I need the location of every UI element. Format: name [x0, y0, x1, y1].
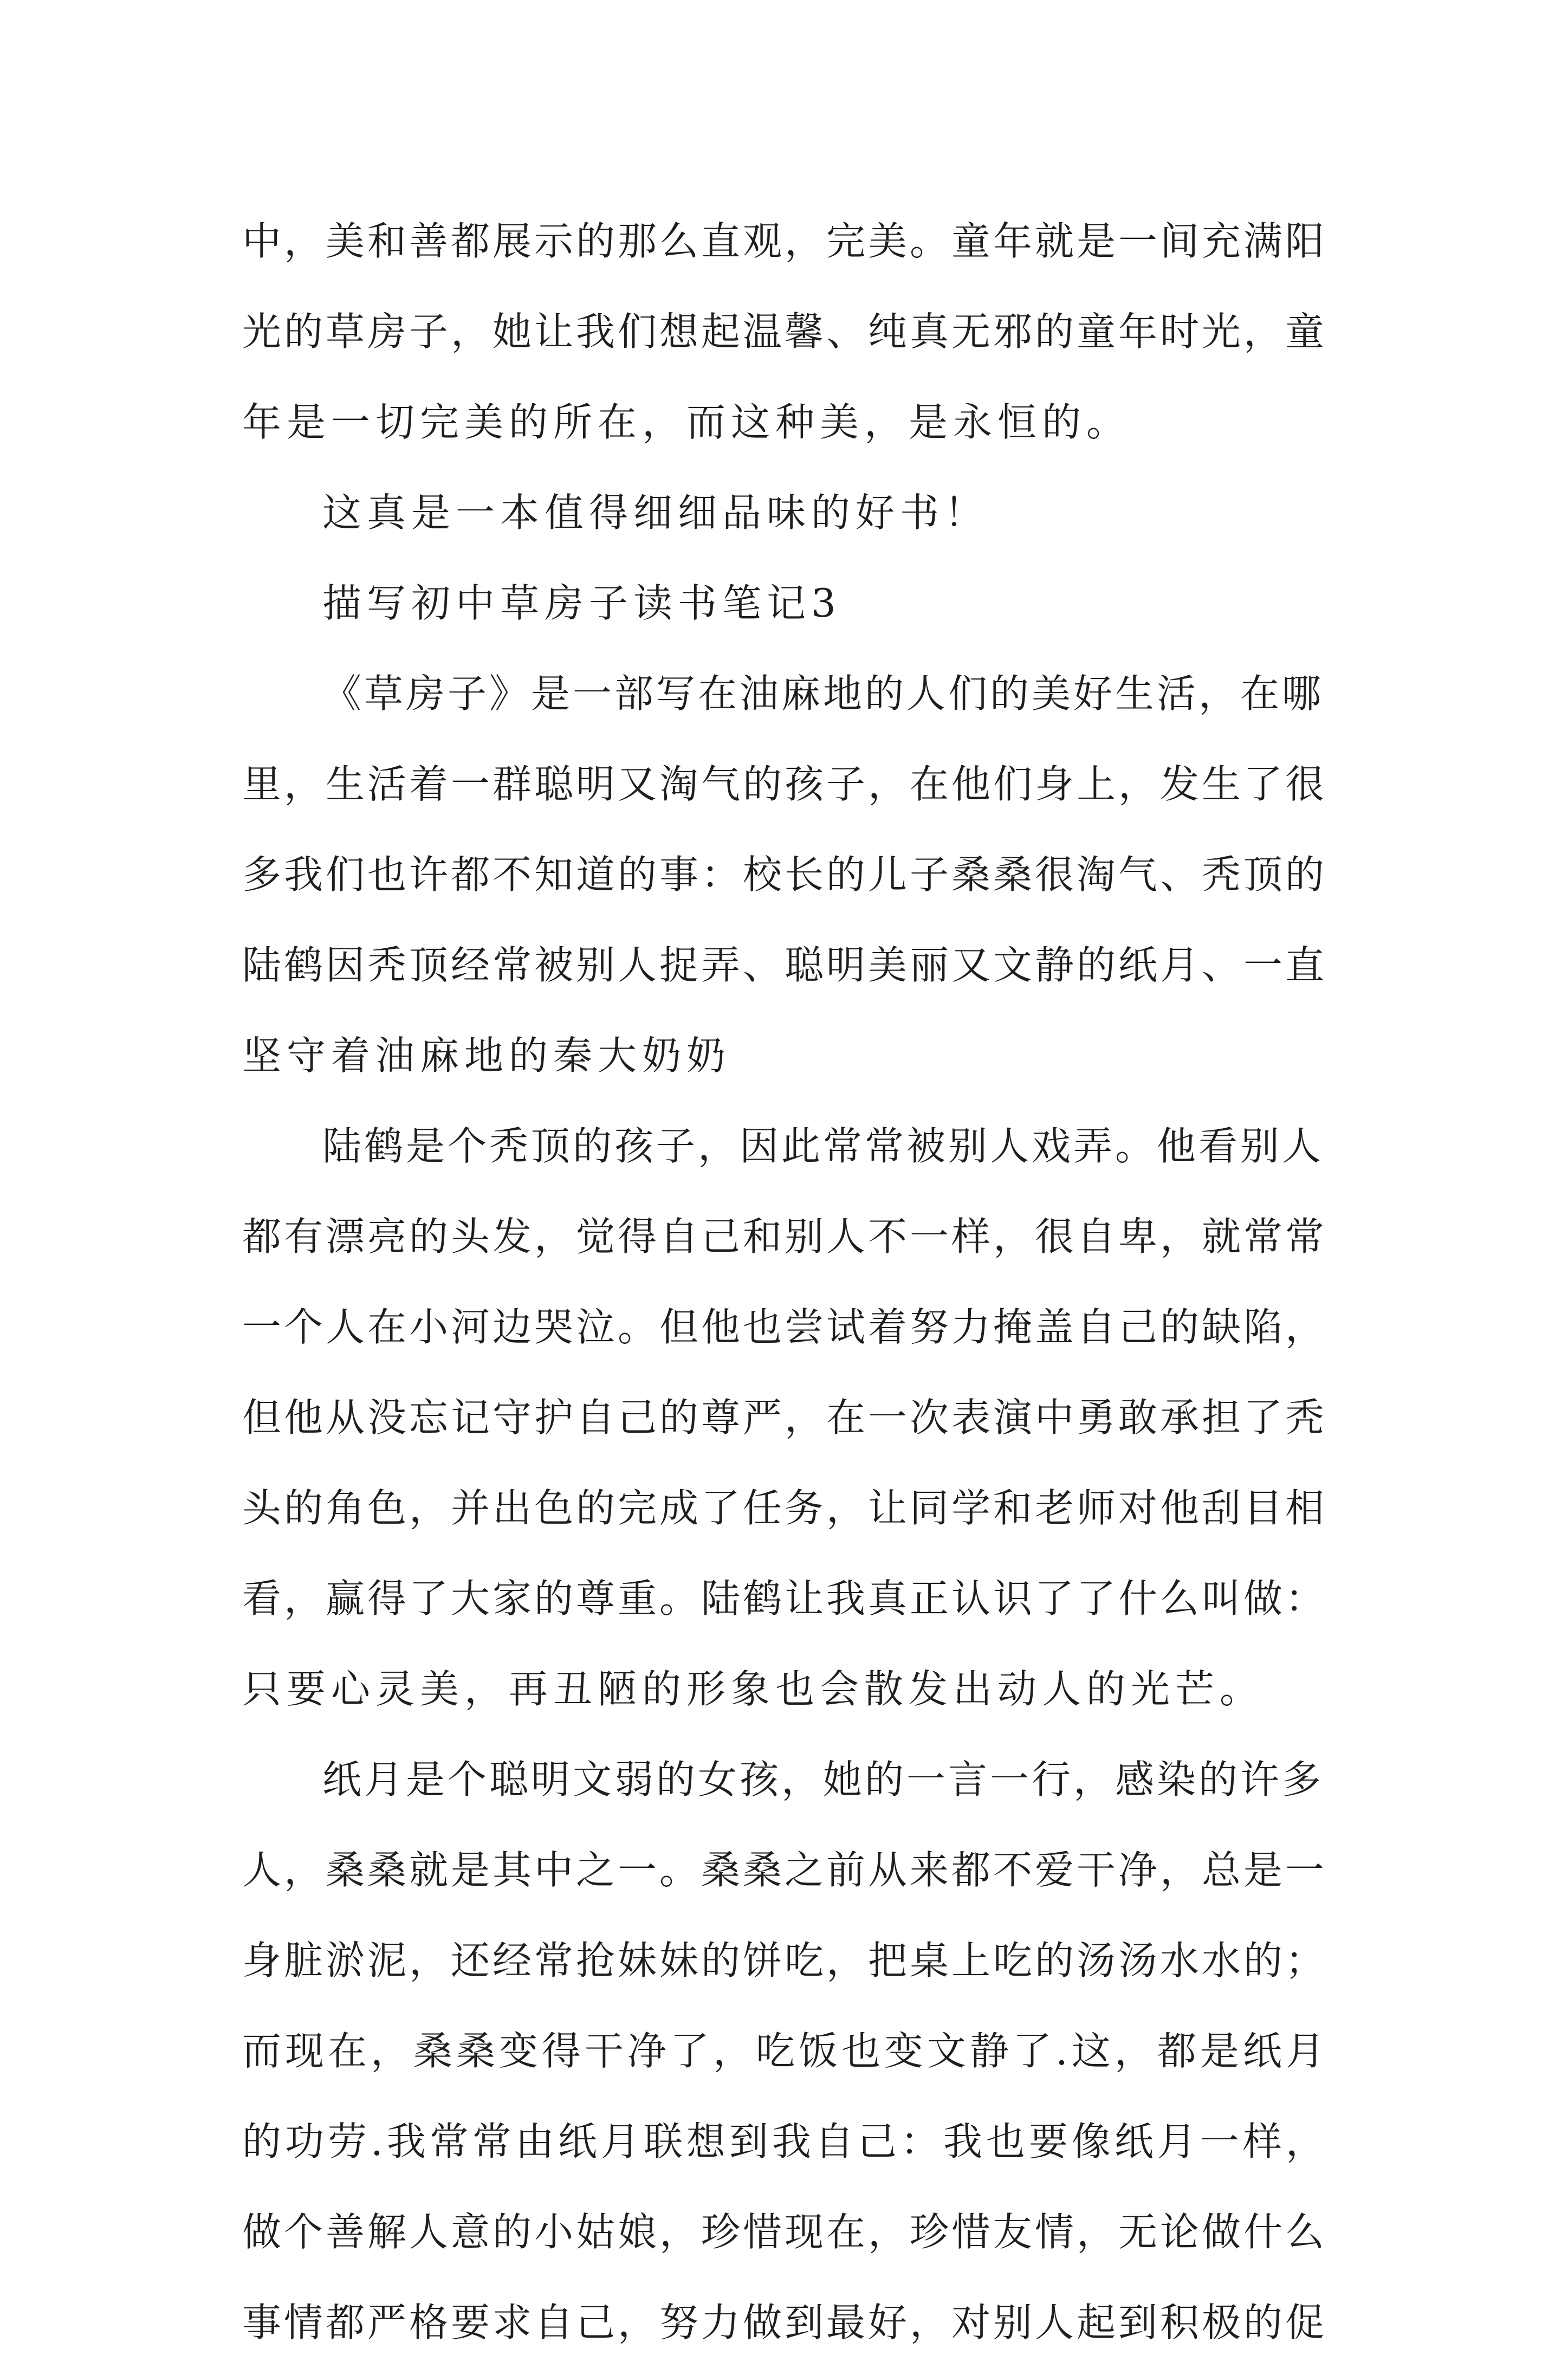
- text-line: 而现在，桑桑变得干净了，吃饭也变文静了.这，都是纸月: [242, 2028, 1329, 2074]
- text-line: 坚守着油麻地的秦大奶奶: [242, 1033, 731, 1078]
- text-line: 只要心灵美，再丑陋的形象也会散发出动人的光芒。: [242, 1666, 1265, 1712]
- text-line: 这真是一本值得细细品味的好书！: [322, 490, 989, 535]
- text-line: 陆鹤是个秃顶的孩子，因此常常被别人戏弄。他看别人: [322, 1123, 1324, 1169]
- text-line: 多我们也许都不知道的事：校长的儿子桑桑很淘气、秃顶的: [242, 852, 1327, 897]
- text-line: 做个善解人意的小姑娘，珍惜现在，珍惜友情，无论做什么: [242, 2209, 1327, 2255]
- text-line: 中，美和善都展示的那么直观，完美。童年就是一间充满阳: [242, 218, 1327, 264]
- text-line: 头的角色，并出色的完成了任务，让同学和老师对他刮目相: [242, 1485, 1327, 1531]
- text-line: 都有漂亮的头发，觉得自己和别人不一样，很自卑，就常常: [242, 1214, 1327, 1259]
- text-line: 身脏淤泥，还经常抢妹妹的饼吃，把桌上吃的汤汤水水的；: [242, 1938, 1327, 1983]
- text-line: 一个人在小河边哭泣。但他也尝试着努力掩盖自己的缺陷，: [242, 1304, 1327, 1350]
- text-line: 《草房子》是一部写在油麻地的人们的美好生活，在哪: [322, 671, 1324, 716]
- section-heading: 描写初中草房子读书笔记3: [322, 580, 841, 626]
- text-line: 纸月是个聪明文弱的女孩，她的一言一行，感染的许多: [322, 1757, 1324, 1802]
- text-line: 但他从没忘记守护自己的尊严，在一次表演中勇敢承担了秃: [242, 1395, 1327, 1440]
- text-line: 人，桑桑就是其中之一。桑桑之前从来都不爱干净，总是一: [242, 1847, 1327, 1893]
- text-line: 事情都严格要求自己，努力做到最好，对别人起到积极的促: [242, 2300, 1327, 2345]
- text-line: 的功劳.我常常由纸月联想到我自己：我也要像纸月一样，: [242, 2119, 1329, 2164]
- text-line: 陆鹤因秃顶经常被别人捉弄、聪明美丽又文静的纸月、一直: [242, 942, 1327, 988]
- text-line: 里，生活着一群聪明又淘气的孩子，在他们身上，发生了很: [242, 761, 1327, 807]
- text-line: 光的草房子，她让我们想起温馨、纯真无邪的童年时光，童: [242, 309, 1327, 354]
- text-line: 年是一切完美的所在，而这种美，是永恒的。: [242, 399, 1131, 445]
- text-line: 看，赢得了大家的尊重。陆鹤让我真正认识了了什么叫做：: [242, 1576, 1327, 1621]
- document-body: [242, 196, 1329, 2368]
